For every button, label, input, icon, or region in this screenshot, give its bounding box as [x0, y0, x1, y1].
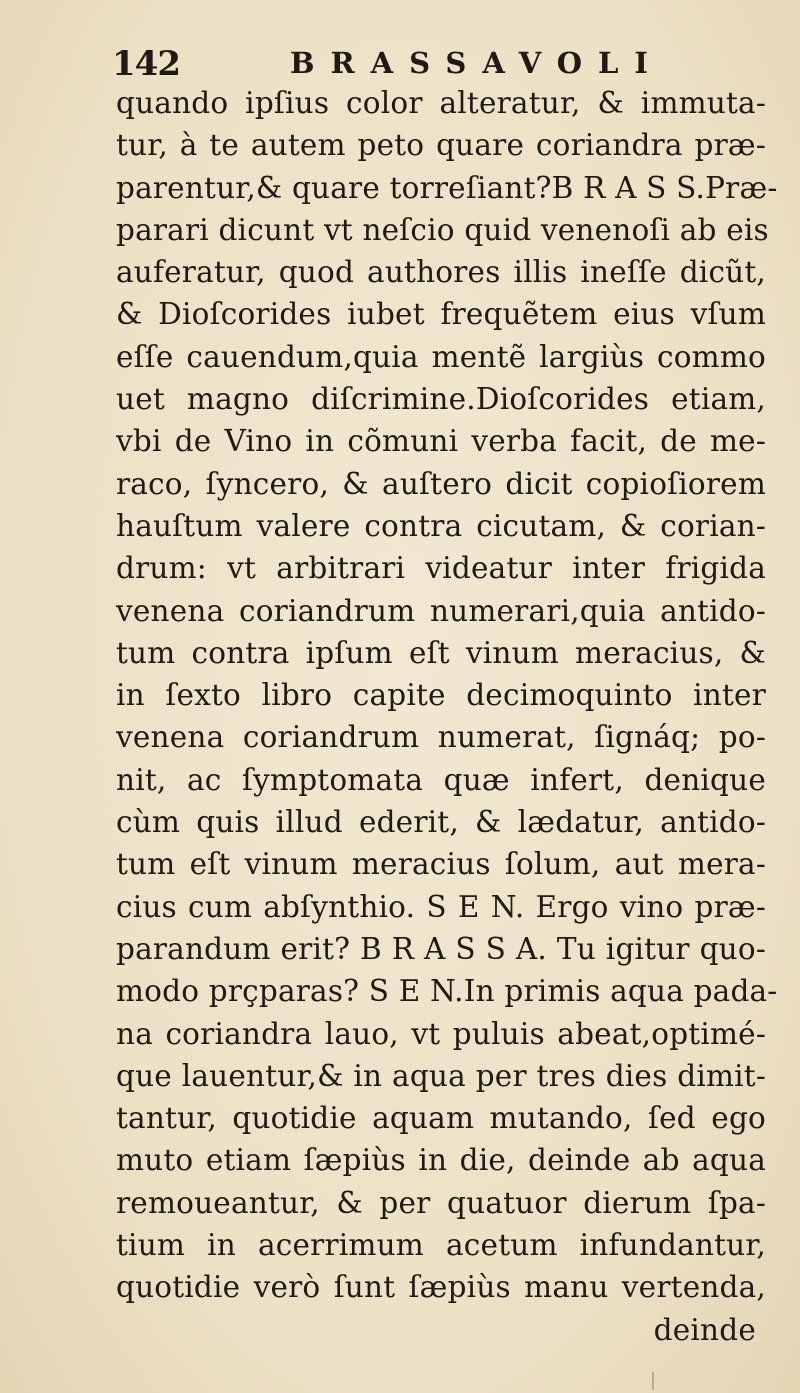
text-line: uet magno diſcrimine.Dioſcorides etiam,: [116, 382, 766, 417]
text-line: tum contra ipſum eſt vinum meracius, &: [116, 635, 766, 670]
text-line: eſſe cauendum,quia mentẽ largiùs commo: [116, 339, 766, 374]
running-head: BRASSAVOLI: [290, 46, 664, 80]
text-line: parandum erit? B R A S S A. Tu igitur quo-: [116, 931, 766, 966]
text-line: muto etiam ſæpiùs in die, deinde ab aqua: [116, 1143, 766, 1178]
text-line: in ſexto libro capite decimoquinto inter: [116, 678, 766, 713]
text-line: cius cum abſynthio. S E N. Ergo vino præ-: [116, 889, 766, 924]
text-line: venena coriandrum numerari,quia antido-: [116, 593, 766, 628]
text-line: modo prçparas? S E N.In primis aqua pada-: [116, 974, 778, 1009]
text-line: tantur, quotidie aquam mutando, ſed ego: [116, 1101, 766, 1136]
text-line: & Dioſcorides iubet frequẽtem eius vſum: [116, 297, 766, 332]
body-text: [116, 82, 778, 1351]
text-line: drum: vt arbitrari videatur inter frigida: [116, 551, 766, 586]
text-line: auferatur, quod authores illis ineſſe dicũt,: [116, 255, 766, 290]
text-line: parari dicunt vt neſcio quid venenoſi ab eis: [116, 212, 769, 247]
text-line: vbi de Vino in cõmuni verba facit, de me-: [116, 424, 766, 459]
text-line: raco, ſyncero, & auſtero dicit copioſiorem: [116, 466, 766, 501]
catchword: deinde: [653, 1312, 756, 1347]
page-number: 142: [112, 44, 180, 84]
text-line: que lauentur,& in aqua per tres dies dimit-: [116, 1058, 766, 1093]
text-line: na coriandra lauo, vt puluis abeat,optimé-: [116, 1016, 766, 1051]
text-line: remoueantur, & per quatuor dierum ſpa-: [116, 1185, 766, 1220]
page-header: [112, 44, 772, 84]
text-line: hauſtum valere contra cicutam, & corian-: [116, 508, 766, 543]
text-line: tum eſt vinum meracius ſolum, aut mera-: [116, 847, 766, 882]
text-line: quotidie verò ſunt ſæpiùs manu vertenda,: [116, 1270, 766, 1305]
text-line: nit, ac ſymptomata quæ infert, denique: [116, 762, 766, 797]
text-line: parentur,& quare torreſiant?B R A S S.Præ-: [116, 170, 778, 205]
text-line: tium in acerrimum acetum infundantur,: [116, 1228, 766, 1263]
text-line: cùm quis illud ederit, & lædatur, antido-: [116, 805, 766, 840]
text-line: quando ipſius color alteratur, & immuta-: [116, 86, 766, 120]
margin-mark: [652, 1372, 654, 1390]
text-line: venena coriandrum numerat, ſignáq; po-: [116, 720, 766, 755]
text-line: tur, à te autem peto quare coriandra præ-: [116, 128, 766, 163]
